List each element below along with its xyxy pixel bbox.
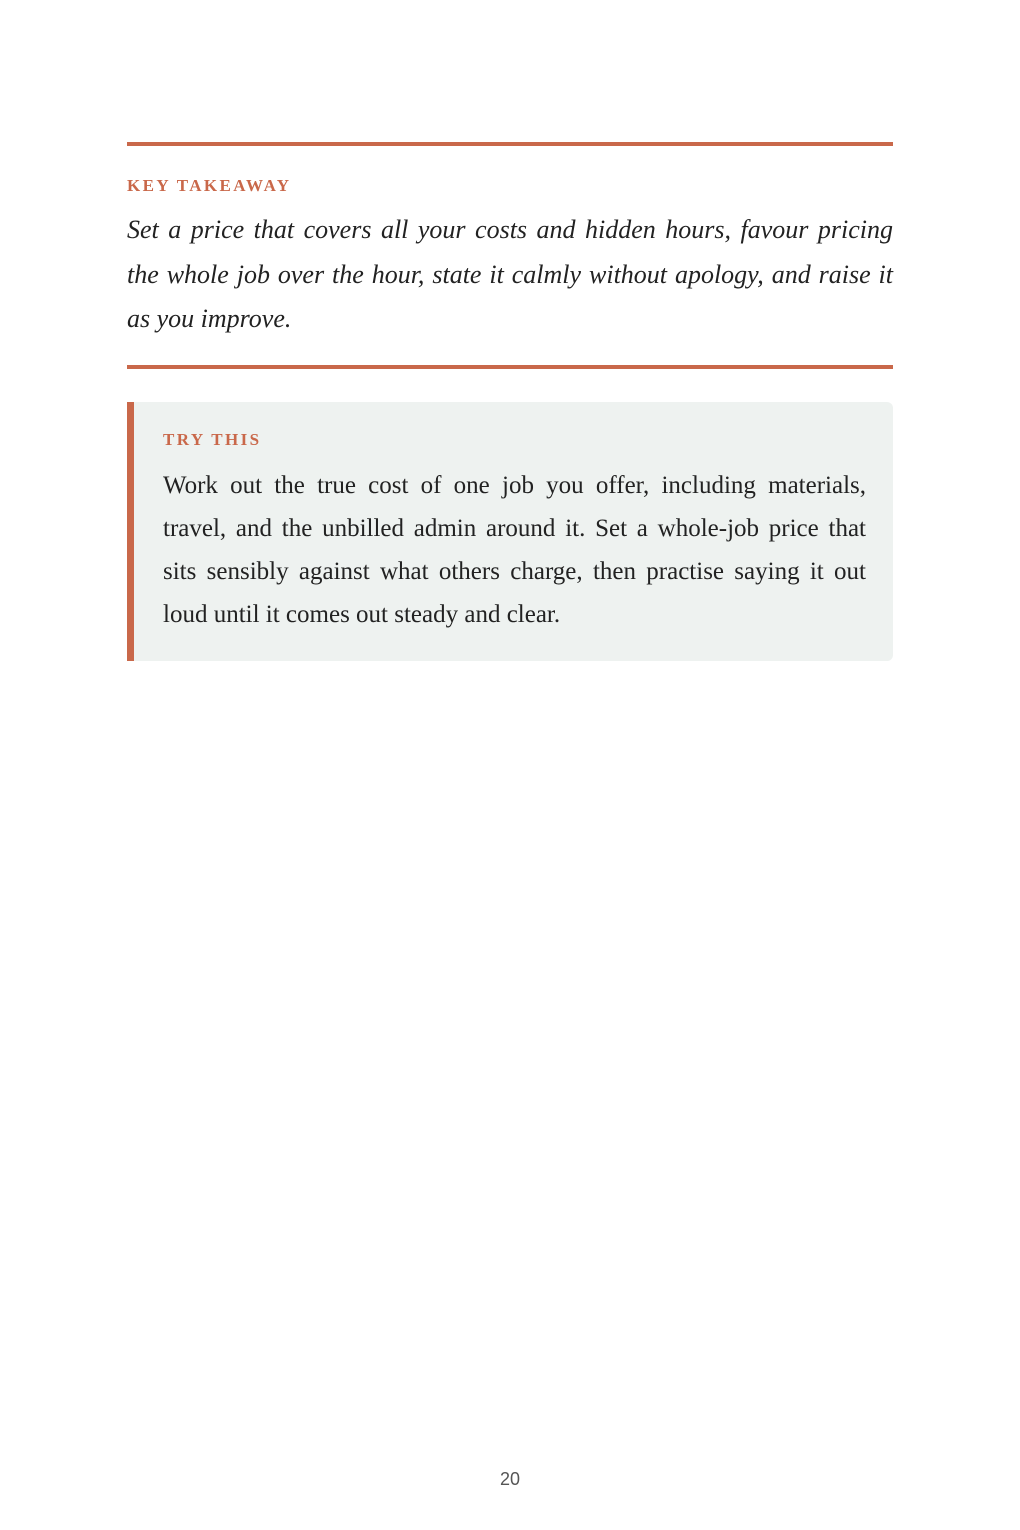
key-takeaway-label: KEY TAKEAWAY — [127, 176, 292, 195]
try-this-callout — [127, 402, 893, 661]
try-this-text: Work out the true cost of one job you offer, including materials, travel, and the unbilled admin around it. Set a whole-job price that sits sensibly against what others charge, then practise saying it out loud until it comes out steady and clear. — [163, 471, 866, 628]
takeaway-bottom-rule — [127, 365, 893, 369]
try-this-label: TRY THIS — [163, 429, 262, 449]
page-content — [127, 142, 893, 661]
key-takeaway-text: Set a price that covers all your costs and hidden hours, favour pricing the whole job over the hour, state it calmly without apology, and raise it as you improve. — [127, 215, 893, 333]
takeaway-top-rule — [127, 142, 893, 146]
page-number: 20 — [499, 1469, 521, 1489]
